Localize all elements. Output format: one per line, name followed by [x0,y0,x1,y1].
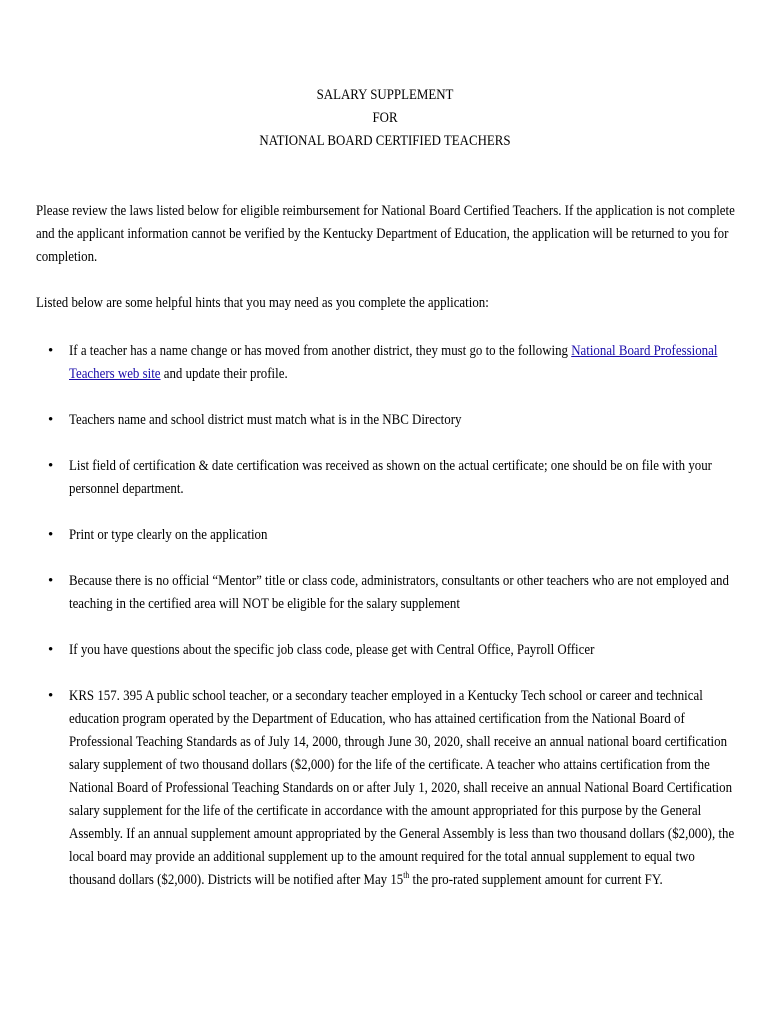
title-line-1: SALARY SUPPLEMENT [316,87,454,103]
list-item [36,570,738,616]
bullet-glyph: • [48,527,54,543]
ordinal-suffix: th [403,870,410,880]
bullet-glyph: • [48,688,54,704]
bullet-glyph: • [48,642,54,658]
list-item [36,455,738,501]
hints-lead-paragraph [36,292,738,315]
bullet-glyph: • [48,458,54,474]
bullet-text: Because there is no official “Mentor” title or class code, administrators, consultants or other teachers who are not employed and teaching in the certified area will NOT be eligible for the salary supplement [69,573,729,612]
nbpts-website-link[interactable]: National Board Professional Teachers web site [69,343,718,382]
title-line-2: FOR [372,110,398,126]
bullet-text [69,340,738,386]
bullet-text [69,685,738,892]
document-title [54,84,716,153]
name-change-text-end: and update their profile. [160,366,288,382]
krs-text-end: the pro-rated supplement amount for current FY. [409,872,663,888]
title-line-3: NATIONAL BOARD CERTIFIED TEACHERS [259,133,511,149]
bullet-text: List field of certification & date certification was received as shown on the actual certificate; one should be on file with your personnel department. [69,458,712,497]
name-change-text: If a teacher has a name change or has moved from another district, they must go to the following [69,343,572,359]
bullet-text: If you have questions about the specific job class code, please get with Central Office, Payroll Officer [69,642,595,658]
bullet-glyph: • [48,573,54,589]
list-item [36,409,738,432]
intro-paragraph [36,200,738,269]
bullet-glyph: • [48,343,54,359]
list-item [36,340,738,386]
list-item [36,685,738,892]
hints-list [36,340,738,915]
bullet-text: Print or type clearly on the application [69,527,268,543]
list-item [36,639,738,662]
intro-text: Please review the laws listed below for eligible reimbursement for National Board Certified Teachers. If the application is not complete and the applicant information cannot be verified by the Kentucky Department of Education, the application will be returned to you for completion. [36,203,735,265]
krs-text: KRS 157. 395 A public school teacher, or a secondary teacher employed in a Kentucky Tech school or career and technical education program operated by the Department of Education, who has attained certification from the National Board of Professional Teaching Standards as of July 14, 2000, through June 30, 2020, shall receive an annual national board certification salary supplement of two thousand dollars ($2,000) for the life of the certificate. A teacher who attains certification from the National Board of Professional Teaching Standards on or after July 1, 2020, shall receive an annual National Board Certification salary supplement for the life of the certificate in accordance with the amount appropriated for this purpose by the General Assembly. If an annual supplement amount appropriated by the General Assembly is less than two thousand dollars ($2,000), the local board may provide an additional supplement up to the amount required for the total annual supplement to equal two thousand dollars ($2,000). Districts will be notified after May 15 [69,688,735,888]
bullet-text: Teachers name and school district must match what is in the NBC Directory [69,412,462,428]
list-item [36,524,738,547]
hints-lead-text: Listed below are some helpful hints that you may need as you complete the application: [36,295,489,311]
bullet-glyph: • [48,412,54,428]
